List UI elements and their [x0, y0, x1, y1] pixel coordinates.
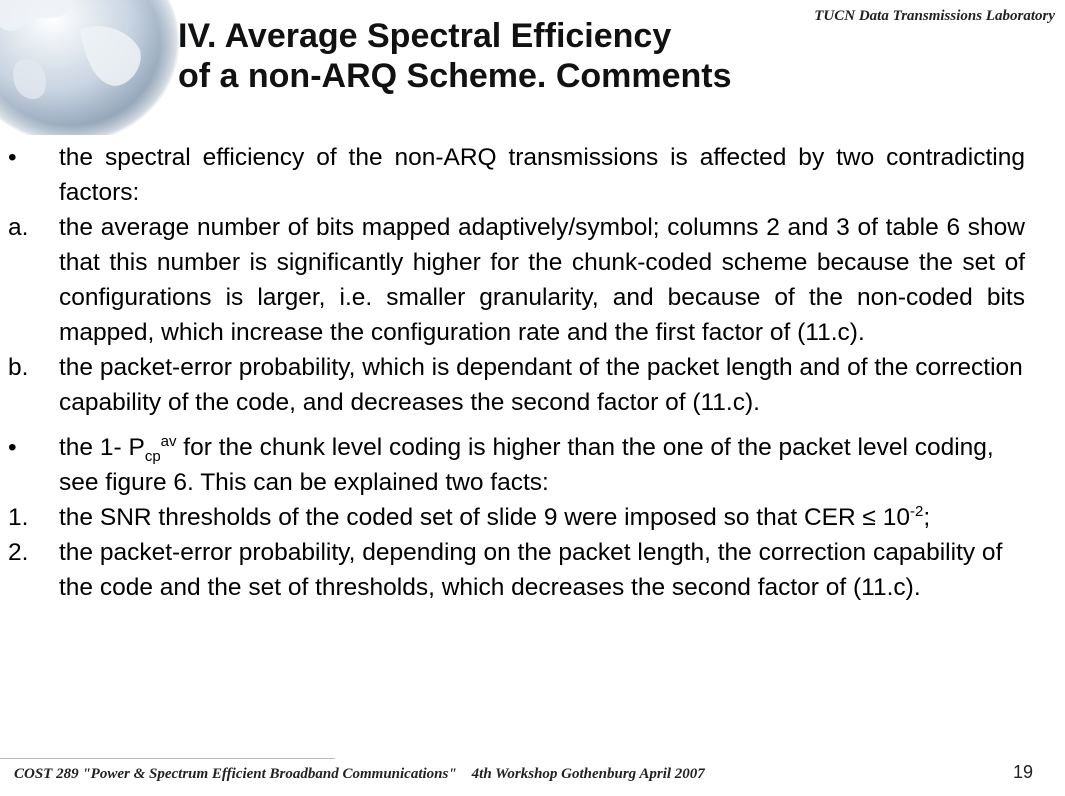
bullet-item	[8, 430, 1025, 500]
list-marker: a.	[8, 214, 29, 241]
list-text-post: ;	[923, 504, 931, 531]
superscript-exponent: -2	[909, 502, 924, 520]
bullet-marker: •	[8, 144, 17, 171]
header-lab-name: TUCN Data Transmissions Laboratory	[814, 8, 1055, 24]
superscript-av: av	[160, 432, 177, 450]
list-text: the average number of bits mapped adaptively/symbol; columns 2 and 3 of table 6 show that this number is significantly higher for the chunk-coded scheme because the set of configurations is larger, i.e. smaller granularity, and because of the non-coded bits mapped, which increase the configuration rate and the first factor of (11.c).	[59, 214, 1025, 346]
list-marker: 2.	[8, 539, 29, 566]
title-line-1: IV. Average Spectral Efficiency	[178, 17, 672, 55]
subscript-cp: cp	[144, 447, 161, 465]
list-marker: b.	[8, 354, 29, 381]
list-text-pre: the SNR thresholds of the coded set of slide 9 were imposed so that CER ≤ 10	[59, 504, 910, 531]
footer-text: COST 289 "Power & Spectrum Efficient Broadband Communications" 4th Workshop Gothenburg April 2007	[14, 766, 705, 782]
slide-content	[8, 140, 1025, 605]
list-item-1	[8, 500, 1025, 535]
slide-title	[178, 16, 732, 96]
list-marker: 1.	[8, 504, 29, 531]
title-line-2: of a non-ARQ Scheme. Comments	[178, 57, 732, 95]
bullet-text-pre: the 1- P	[59, 434, 145, 461]
bullet-item	[8, 140, 1025, 210]
bullet-text-post: for the chunk level coding is higher than the one of the packet level coding, see figure 6. This can be explained two facts:	[59, 434, 994, 496]
footer-divider	[0, 758, 335, 759]
list-text: the packet-error probability, which is dependant of the packet length and of the correction capability of the code, and decreases the second factor of (11.c).	[59, 354, 1023, 416]
list-item-a	[8, 210, 1025, 350]
bullet-text: the spectral efficiency of the non-ARQ transmissions is affected by two contradicting factors:	[59, 144, 1025, 206]
list-text: the packet-error probability, depending on the packet length, the correction capability of the code and the set of thresholds, which decreases the second factor of (11.c).	[59, 539, 1003, 601]
globe-logo	[0, 0, 190, 135]
list-item-2	[8, 535, 1025, 605]
page-number: 19	[1013, 762, 1034, 782]
bullet-marker: •	[8, 434, 17, 461]
list-item-b	[8, 350, 1025, 420]
